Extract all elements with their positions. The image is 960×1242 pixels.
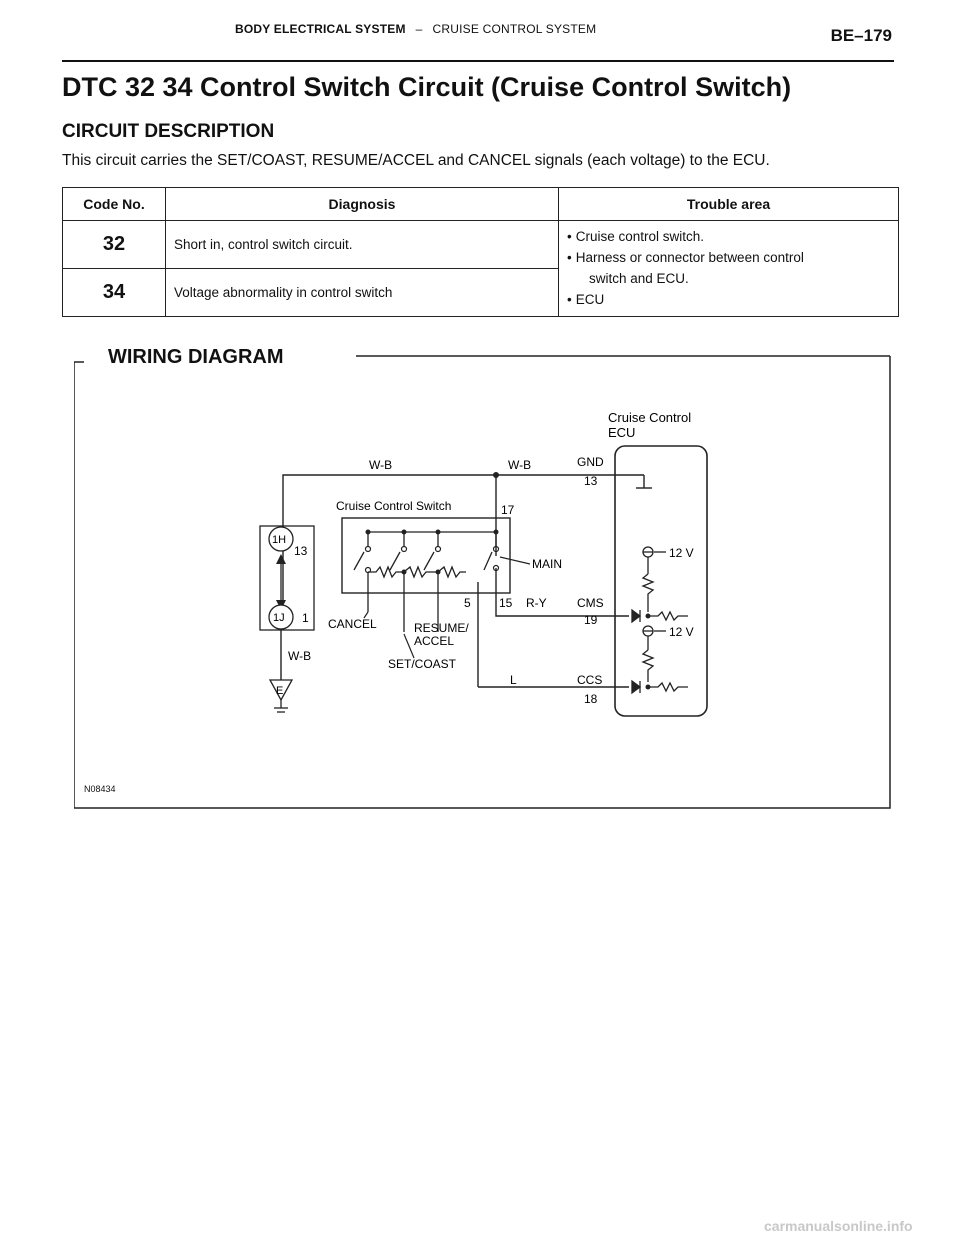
diagnosis-cell: Voltage abnormality in control switch bbox=[166, 269, 559, 317]
gnd-pin: 13 bbox=[584, 474, 598, 488]
ecu-box bbox=[615, 446, 707, 716]
watermark: carmanualsonline.info bbox=[764, 1218, 913, 1234]
ecu-label-2: ECU bbox=[608, 425, 636, 440]
ground-e-label: E bbox=[276, 685, 284, 697]
code-cell: 34 bbox=[63, 269, 166, 317]
connector-arrow bbox=[276, 554, 286, 564]
figure-code: N08434 bbox=[84, 784, 116, 794]
cms-wire bbox=[478, 568, 629, 687]
wire-label-l: L bbox=[510, 673, 517, 687]
header-section-title: BODY ELECTRICAL SYSTEM bbox=[235, 22, 406, 36]
wiring-diagram-heading: WIRING DIAGRAM bbox=[104, 346, 288, 369]
switch-label: Cruise Control Switch bbox=[336, 499, 452, 513]
ecu-internal bbox=[632, 547, 688, 693]
connector-1h-label: 1H bbox=[272, 534, 287, 546]
connector-1j-label: 1J bbox=[273, 612, 285, 624]
wire-label-wb: W-B bbox=[508, 458, 532, 472]
header-subsection: CRUISE CONTROL SYSTEM bbox=[432, 22, 597, 36]
ground-icon bbox=[274, 700, 288, 712]
cms-label: CMS bbox=[577, 596, 604, 610]
ccs-pin: 18 bbox=[584, 692, 598, 706]
diagnosis-cell: Short in, control switch circuit. bbox=[166, 221, 559, 269]
pin-17: 17 bbox=[501, 503, 515, 517]
header-section bbox=[235, 22, 596, 36]
header-separator: – bbox=[415, 22, 423, 36]
trouble-item: • Harness or connector between control bbox=[567, 247, 890, 268]
table-row bbox=[63, 221, 899, 269]
circuit-description-heading: CIRCUIT DESCRIPTION bbox=[62, 121, 275, 142]
accel-label: ACCEL bbox=[414, 634, 455, 648]
voltage-label: 12 V bbox=[669, 546, 694, 560]
diagram-frame bbox=[74, 356, 890, 808]
trouble-item-continued: switch and ECU. bbox=[589, 270, 689, 286]
page-title: DTC 32 34 Control Switch Circuit (Cruise Control Switch) bbox=[62, 72, 792, 102]
wire-label-ry: R-Y bbox=[526, 596, 547, 610]
pin-5: 5 bbox=[464, 596, 471, 610]
contact-dots bbox=[366, 530, 499, 575]
wire-label-wb: W-B bbox=[288, 649, 312, 663]
cancel-label: CANCEL bbox=[328, 617, 377, 631]
wire-label-wb: W-B bbox=[369, 458, 393, 472]
connector-1j-pin: 1 bbox=[302, 611, 309, 625]
trouble-item: • Cruise control switch. bbox=[567, 226, 890, 247]
dtc-table bbox=[62, 187, 899, 317]
set-coast-label: SET/COAST bbox=[388, 657, 457, 671]
cruise-control-switch-box bbox=[342, 518, 510, 593]
header-trouble-area: Trouble area bbox=[559, 188, 899, 221]
main-label: MAIN bbox=[532, 557, 562, 571]
splice-point bbox=[493, 472, 499, 478]
code-cell: 32 bbox=[63, 221, 166, 269]
header-diagnosis: Diagnosis bbox=[166, 188, 559, 221]
circuit-description-text: This circuit carries the SET/COAST, RESUME/ACCEL and CANCEL signals (each voltage) to the ECU. bbox=[62, 152, 770, 169]
header-code-no: Code No. bbox=[63, 188, 166, 221]
table-header-row bbox=[63, 188, 899, 221]
wiring-diagram bbox=[74, 342, 892, 810]
voltage-label: 12 V bbox=[669, 625, 694, 639]
trouble-item: • ECU bbox=[567, 289, 890, 310]
gnd-label: GND bbox=[577, 455, 604, 469]
ecu-label: Cruise Control bbox=[608, 410, 692, 425]
cms-pin: 19 bbox=[584, 613, 598, 627]
connector-1h-pin: 13 bbox=[294, 544, 308, 558]
trouble-area-cell bbox=[559, 221, 899, 317]
page-number: BE–179 bbox=[830, 26, 892, 45]
resume-label: RESUME/ bbox=[414, 621, 469, 635]
pin-15: 15 bbox=[499, 596, 513, 610]
ccs-label: CCS bbox=[577, 673, 603, 687]
